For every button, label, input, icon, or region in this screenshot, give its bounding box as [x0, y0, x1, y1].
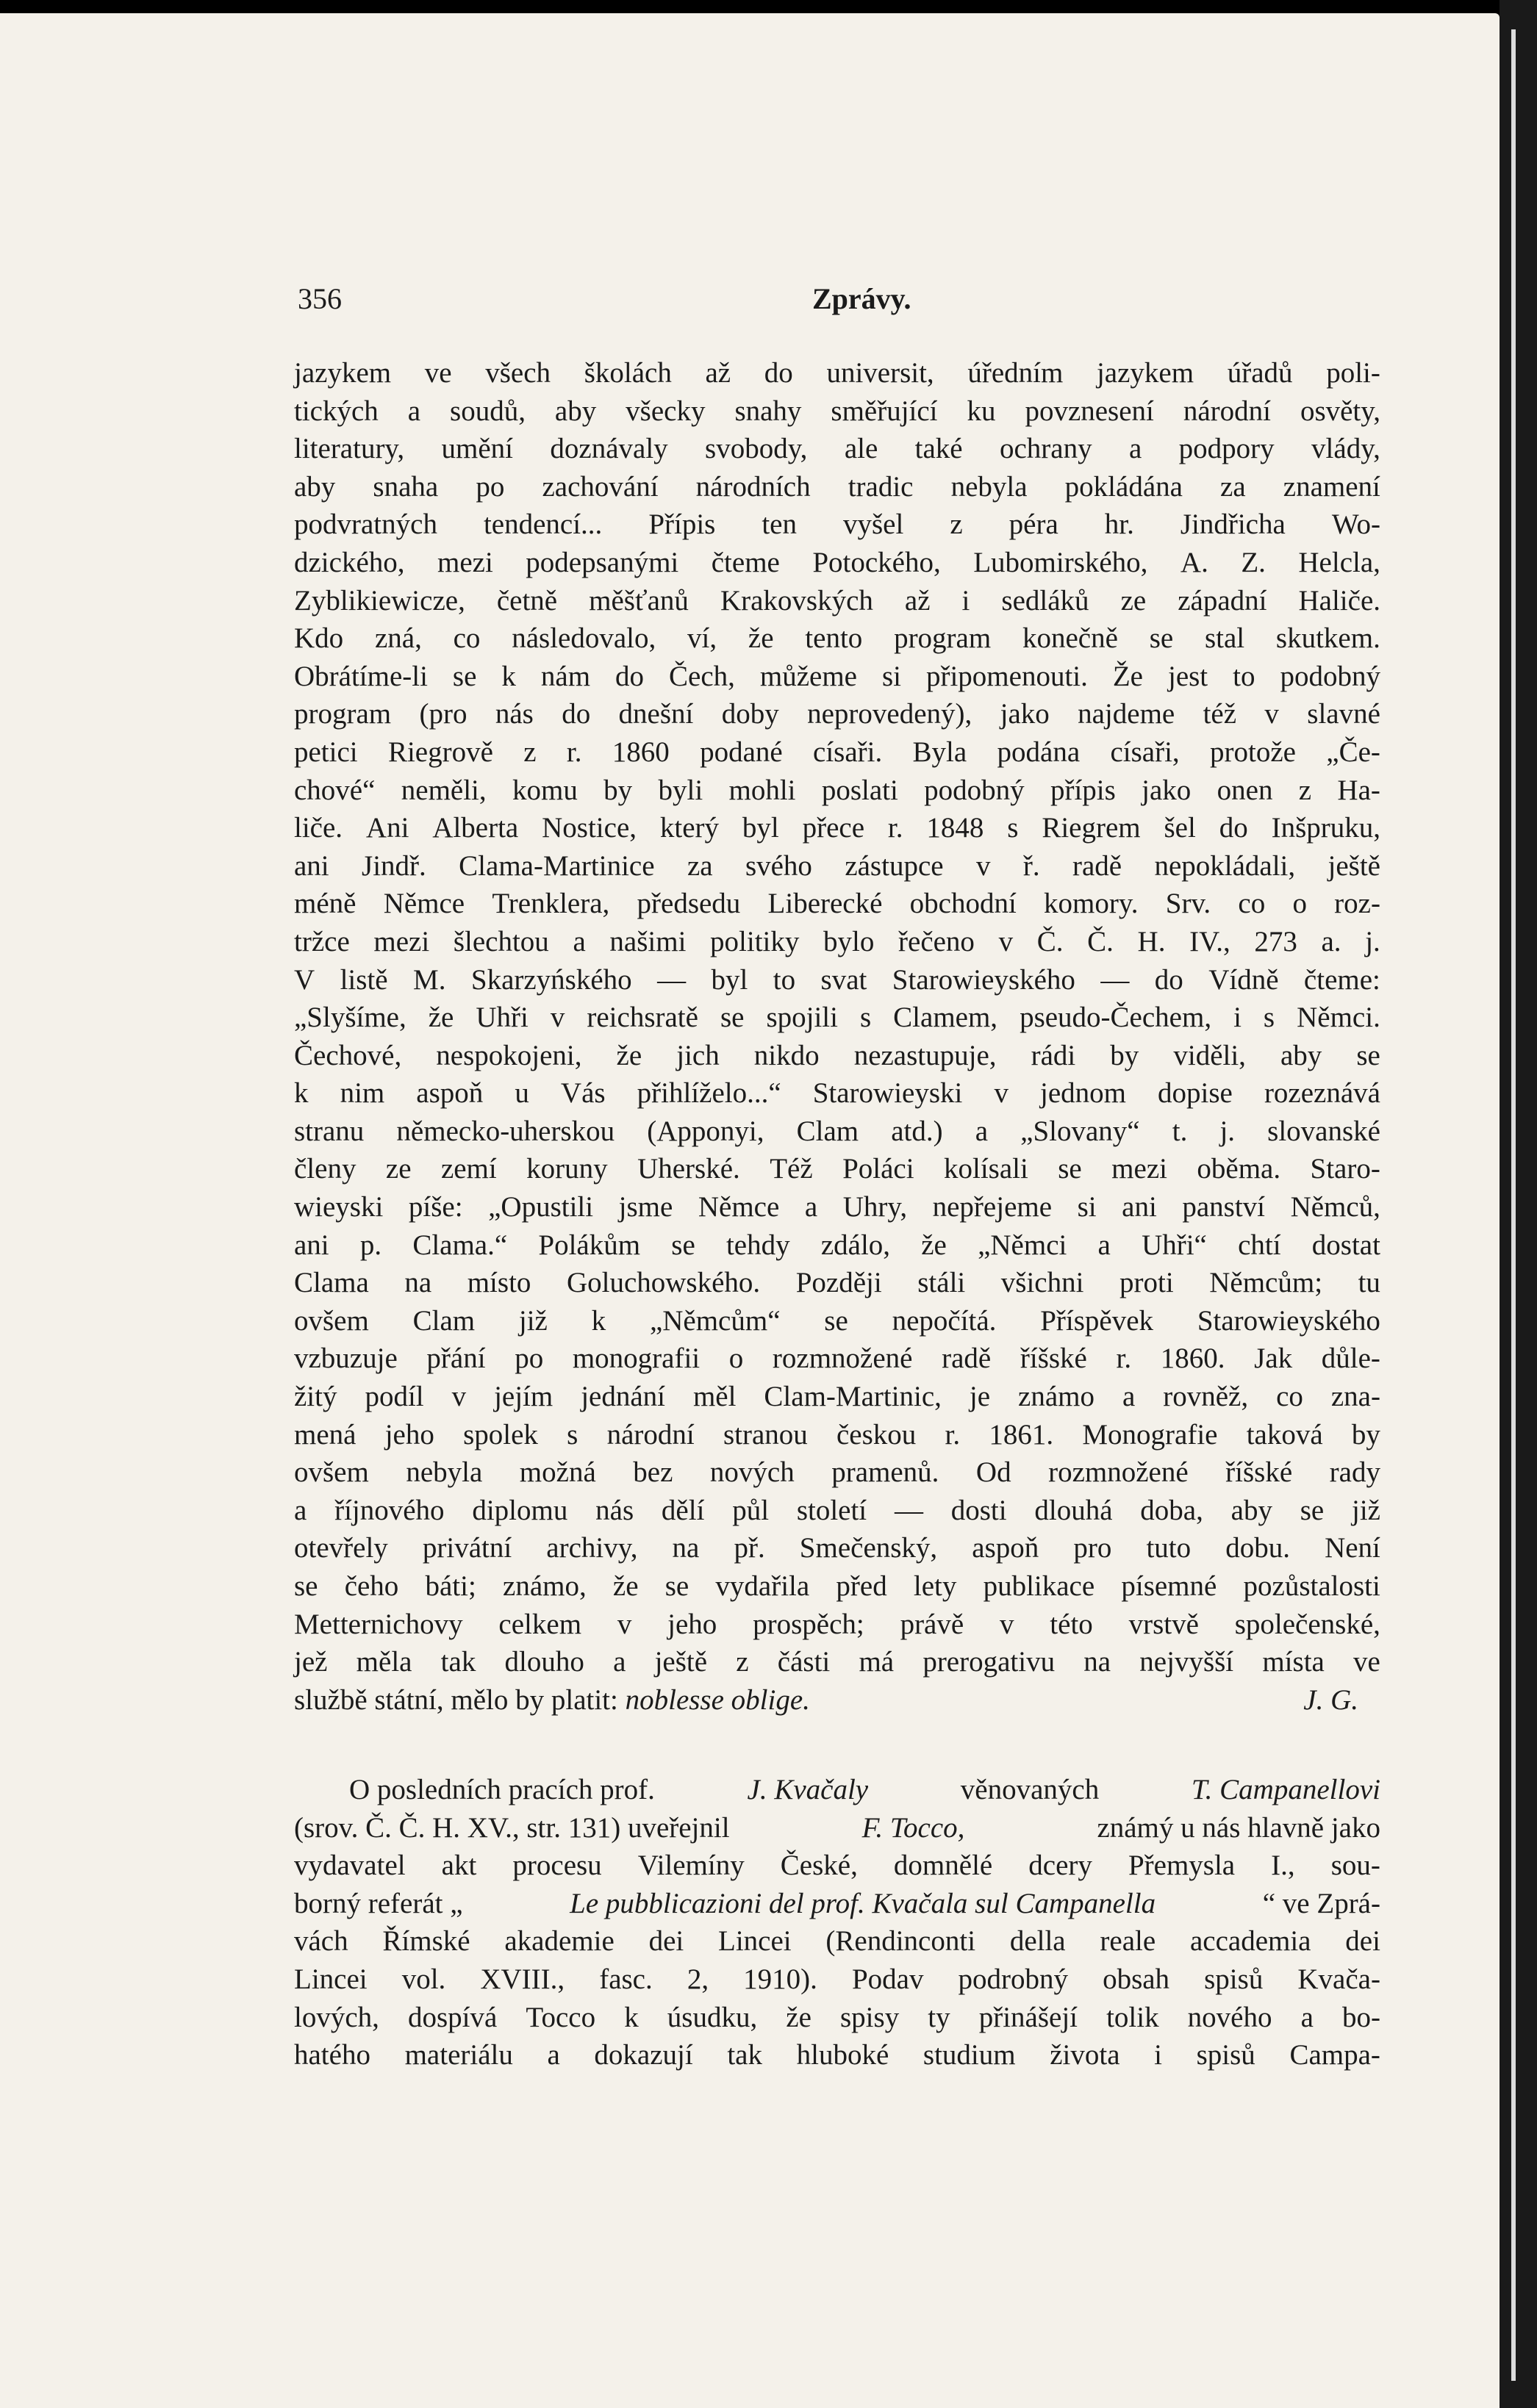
text-line — [294, 847, 1380, 885]
text-line — [294, 1226, 1380, 1265]
p2-l2-c: známý u nás hlavně jako — [1097, 1811, 1380, 1844]
text-line — [294, 1188, 1380, 1226]
text-line — [294, 1416, 1380, 1454]
paragraph-2-line — [294, 1809, 1380, 1847]
page-number: 356 — [298, 282, 342, 315]
line-text: stranu německo-uherskou (Apponyi, Clam atd.) a „Slovany“ t. j. slovanské — [294, 1115, 1380, 1147]
line-text: podvratných tendencí... Přípis ten vyšel z péra hr. Jindřicha Wo- — [294, 508, 1380, 541]
text-line — [294, 1150, 1380, 1188]
text-line — [294, 354, 1380, 392]
text-line — [294, 1264, 1380, 1302]
page-header — [298, 276, 1382, 320]
paragraph-2-line — [294, 1847, 1380, 1885]
line-text: aby snaha po zachování národních tradic nebyla pokládána za znamení — [294, 470, 1380, 503]
p2-l4-b: Le pubblicazioni del prof. Kvačala sul Campanella — [570, 1887, 1156, 1919]
text-line — [294, 506, 1380, 544]
p2-l1-b: J. Kvačaly — [747, 1774, 869, 1805]
line-text: jež měla tak dlouho a ještě z části má prerogativu na nejvyšší místa ve — [294, 1646, 1380, 1678]
line-text: dzického, mezi podepsanými čteme Potockého, Lubomirského, A. Z. Helcla, — [294, 546, 1380, 578]
text-line — [294, 999, 1380, 1037]
paragraph-2-line — [294, 2036, 1380, 2074]
p2-l5: vách Římské akademie dei Lincei (Rendinconti della reale accademia dei — [294, 1925, 1380, 1958]
p2-l4-c: “ ve Zprá- — [1262, 1887, 1380, 1919]
line-text: literatury, umění doznávaly svobody, ale také ochrany a podpory vlády, — [294, 433, 1380, 465]
line-text: ovšem nebyla možná bez nových pramenů. Od rozmnožené říšské rady — [294, 1456, 1380, 1489]
line-text: žitý podíl v jejím jednání měl Clam-Martinic, je známo a rovněž, co zna- — [294, 1381, 1380, 1413]
paragraph-2-line — [294, 1922, 1380, 1960]
line-text: Clama na místo Goluchowského. Později stáli všichni proti Němcům; tu — [294, 1267, 1380, 1299]
line-text: méně Němce Trenklera, předsedu Liberecké obchodní komory. Srv. co o roz- — [294, 888, 1380, 920]
paragraph-2-line — [294, 1999, 1380, 2037]
paragraph-2-line — [294, 1771, 1380, 1809]
line-text: chové“ neměli, komu by byli mohli poslati podobný přípis jako onen z Ha- — [294, 774, 1380, 806]
text-line — [294, 582, 1380, 620]
p2-l3: vydavatel akt procesu Vilemíny České, domnělé dcery Přemysla I., sou- — [294, 1850, 1380, 1882]
paragraph-2-line — [294, 1960, 1380, 1999]
line-text: ani Jindř. Clama-Martinice za svého zástupce v ř. radě nepokládali, ještě — [294, 849, 1380, 882]
line-text: program (pro nás do dnešní doby neprovedený), jako najdeme též v slavné — [294, 698, 1380, 730]
line-text: „Slyšíme, že Uhři v reichsratě se spojili s Clamem, pseudo-Čechem, i s Němci. — [294, 1002, 1380, 1034]
line-text: ani p. Clama.“ Polákům se tehdy zdálo, že „Němci a Uhři“ chtí dostat — [294, 1229, 1380, 1261]
paragraph-1-lines — [294, 354, 1380, 1681]
line-text: wieyski píše: „Opustili jsme Němce a Uhry, nepřejeme si ani panství Němců, — [294, 1191, 1380, 1223]
author-signature: J. G. — [1303, 1683, 1358, 1716]
p2-l2-a: (srov. Č. Č. H. XV., str. 131) uveřejnil — [294, 1811, 730, 1844]
text-line — [294, 468, 1380, 506]
line-text: otevřely privátní archivy, na př. Smečenský, aspoň pro tuto dobu. Není — [294, 1532, 1380, 1564]
line-text: Metternichovy celkem v jeho prospěch; právě v této vrstvě společenské, — [294, 1608, 1380, 1640]
text-line — [294, 658, 1380, 696]
text-line — [294, 772, 1380, 810]
p2-l7: lových, dospívá Tocco k úsudku, že spisy ty přinášejí tolik nového a bo- — [294, 2001, 1380, 2033]
text-line — [294, 1529, 1380, 1567]
last-line-text: službě státní, mělo by platit: — [294, 1683, 618, 1716]
paragraph-1-last-line — [294, 1681, 1380, 1719]
line-text: jazykem ve všech školách až do universit, úředním jazykem úřadů poli- — [294, 357, 1380, 389]
p2-l1-c: věnovaných — [960, 1774, 1100, 1805]
line-text: vzbuzuje přání po monografii o rozmnožené radě říšské r. 1860. Jak důle- — [294, 1343, 1380, 1375]
text-line — [294, 1037, 1380, 1075]
p2-l1-d: T. Campanellovi — [1191, 1774, 1380, 1805]
text-line — [294, 392, 1380, 431]
text-line — [294, 1302, 1380, 1340]
p2-l2-b: F. Tocco, — [861, 1811, 965, 1844]
paragraph-2-line — [294, 1885, 1380, 1923]
text-line — [294, 733, 1380, 772]
text-line — [294, 809, 1380, 847]
line-text: petici Riegrově z r. 1860 podané císaři. Byla podána císaři, protože „Če- — [294, 736, 1380, 768]
text-line — [294, 430, 1380, 468]
text-line — [294, 1378, 1380, 1416]
p2-l4-a: borný referát „ — [294, 1887, 463, 1919]
line-text: Kdo zná, co následovalo, ví, že tento program konečně se stal skutkem. — [294, 622, 1380, 655]
text-line — [294, 923, 1380, 961]
running-title: Zprávy. — [812, 282, 911, 315]
line-text: Zyblikiewicze, četně měšťanů Krakovských až i sedláků ze západní Haliče. — [294, 584, 1380, 617]
p2-l1-a: O posledních pracích prof. — [349, 1774, 655, 1805]
text-line — [294, 1492, 1380, 1530]
text-line — [294, 1340, 1380, 1378]
text-line — [294, 1606, 1380, 1644]
line-text: V listě M. Skarzyńského — byl to svat Starowieyského — do Vídně čteme: — [294, 963, 1380, 996]
text-line — [294, 619, 1380, 658]
text-line — [294, 695, 1380, 733]
paragraph-2 — [294, 1771, 1380, 2074]
line-text: a říjnového diplomu nás dělí půl století — dosti dlouhá doba, aby se již — [294, 1494, 1380, 1526]
text-line — [294, 885, 1380, 923]
line-text: mená jeho spolek s národní stranou českou r. 1861. Monografie taková by — [294, 1418, 1380, 1451]
last-line-italic: noblesse oblige. — [625, 1683, 810, 1716]
text-line — [294, 961, 1380, 999]
line-text: tržce mezi šlechtou a našimi politiky bylo řečeno v Č. Č. H. IV., 273 a. j. — [294, 925, 1380, 957]
line-text: k nim aspoň u Vás přihlíželo...“ Starowieyski v jednom dopise rozeznává — [294, 1077, 1380, 1110]
text-line — [294, 1074, 1380, 1113]
text-line — [294, 544, 1380, 582]
text-line — [294, 1567, 1380, 1606]
text-line — [294, 1643, 1380, 1681]
line-text: se čeho báti; známo, že se vydařila před lety publikace písemné pozůstalosti — [294, 1570, 1380, 1602]
line-text: Čechové, nespokojeni, že jich nikdo nezastupuje, rádi by viděli, aby se — [294, 1039, 1380, 1071]
text-line — [294, 1113, 1380, 1151]
text-line — [294, 1453, 1380, 1492]
paragraph-1 — [294, 354, 1380, 1719]
p2-l8: hatého materiálu a dokazují tak hluboké studium života i spisů Campa- — [294, 2039, 1380, 2071]
p2-l6: Lincei vol. XVIII., fasc. 2, 1910). Podav podrobný obsah spisů Kvača- — [294, 1963, 1380, 1995]
line-text: ovšem Clam již k „Němcům“ se nepočítá. Příspěvek Starowieyského — [294, 1304, 1380, 1337]
line-text: tických a soudů, aby všecky snahy směřující ku povznesení národní osvěty, — [294, 395, 1380, 427]
line-text: liče. Ani Alberta Nostice, který byl přece r. 1848 s Riegrem šel do Inšpruku, — [294, 812, 1380, 844]
line-text: členy ze zemí koruny Uherské. Též Poláci kolísali se mezi oběma. Staro- — [294, 1153, 1380, 1185]
scan-edge — [1500, 0, 1537, 2408]
line-text: Obrátíme-li se k nám do Čech, můžeme si připomenouti. Že jest to podobný — [294, 660, 1380, 692]
page-edge-highlight — [1511, 29, 1516, 2381]
